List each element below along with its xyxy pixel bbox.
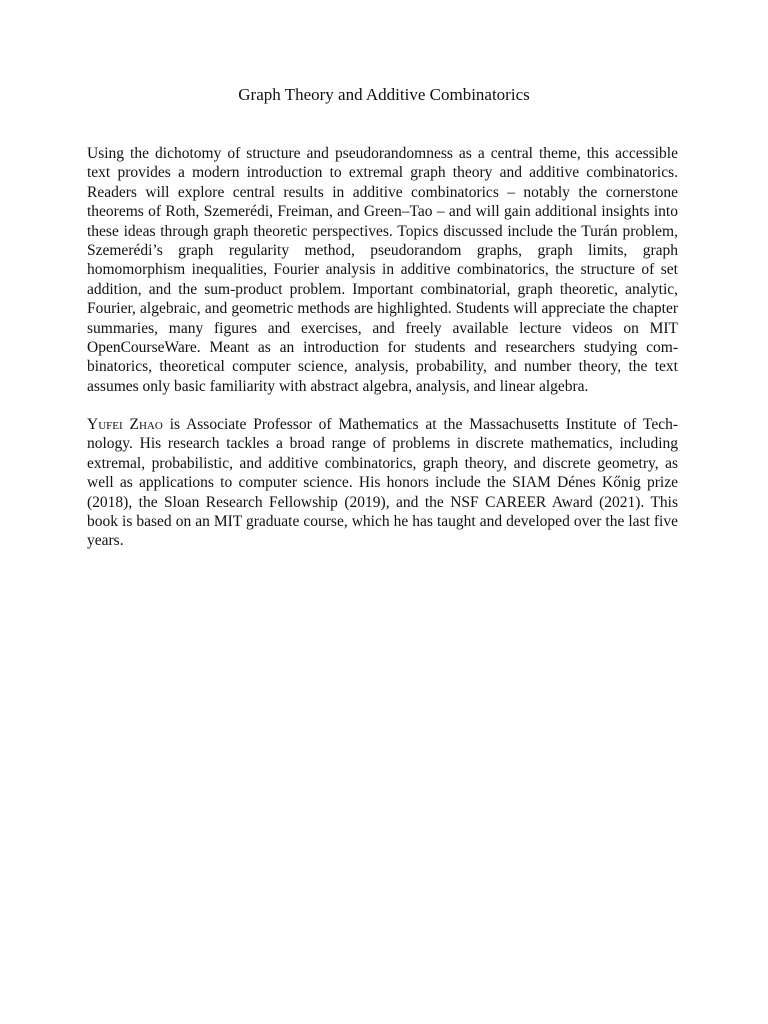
author-name: Yufei Zhao — [87, 416, 163, 433]
abstract-paragraph: Using the dichotomy of structure and pseudorandomness as a central theme, this accessible text provides a modern introduction to extremal graph theory and additive combinatorics. Readers will explore central results in additive combinatorics – notably the cornerstone theorems of Roth, Szemerédi, Freiman, and Green–Tao – and will gain additional insights into these ideas through graph theoretic perspectives. Topics discussed include the Turán problem, Szemerédi’s graph regularity method, pseudorandom graphs, graph limits, graph homomorphism inequalities, Fourier analysis in additive combinatorics, the structure of set addition, and the sum-product problem. Important combinatorial, graph theoretic, analytic, Fourier, algebraic, and geometric methods are highlighted. Students will appreciate the chapter summaries, many figures and exercises, and freely available lecture videos on MIT OpenCourseWare. Meant as an introduction for students and researchers studying combinatorics, theoretical computer science, analysis, probability, and number theory, the text assumes only basic familiarity with abstract algebra, analysis, and linear algebra. — [87, 145, 678, 395]
author-bio-paragraph — [87, 415, 678, 551]
author-bio-text: is Associate Professor of Mathematics at the Massachusetts Institute of Technology. His research tackles a broad range of problems in discrete mathematics, including extremal, probabilistic, and additive combinatorics, graph theory, and discrete geometry, as well as applications to computer science. His honors include the SIAM Dénes Kőnig prize (2018), the Sloan Research Fellowship (2019), and the NSF CAREER Award (2021). This book is based on an MIT graduate course, which he has taught and developed over the last five years. — [87, 416, 679, 550]
page-title: Graph Theory and Additive Combinatorics — [238, 85, 530, 104]
